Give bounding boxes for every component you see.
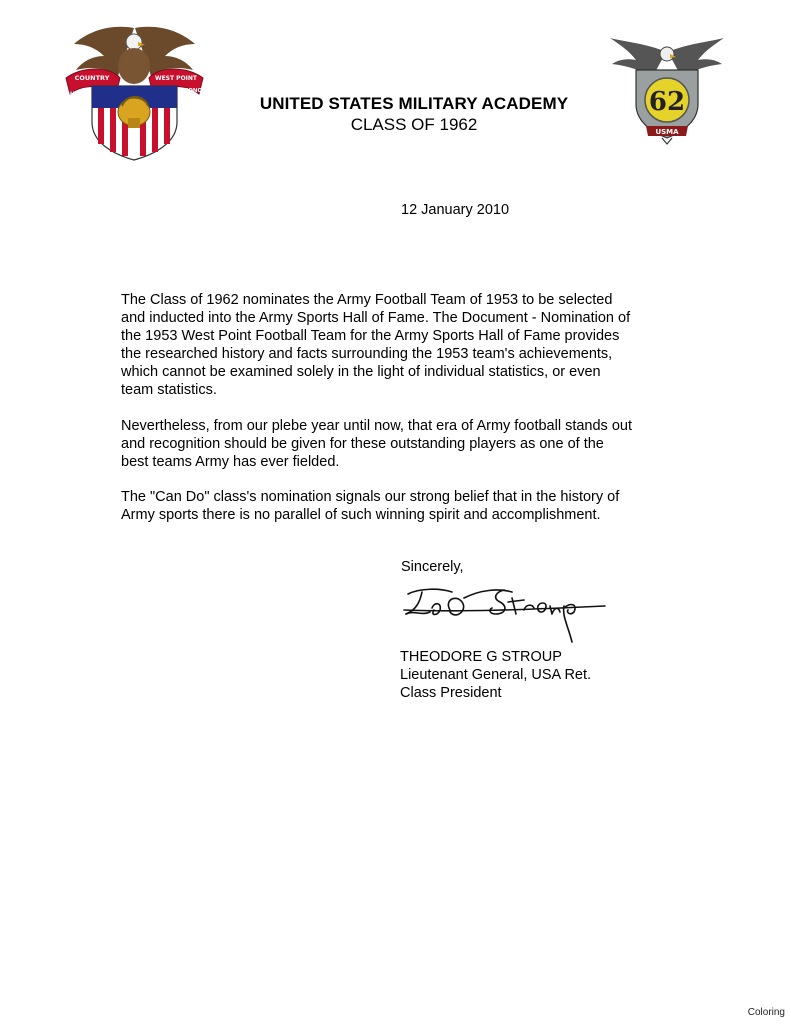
paragraph-line: team statistics. bbox=[121, 382, 217, 398]
signatory-role: Class President bbox=[400, 685, 502, 701]
paragraph-line: Army sports there is no parallel of such winning spirit and accomplishment. bbox=[121, 507, 601, 523]
paragraph-line: which cannot be examined solely in the light of individual statistics, or even bbox=[121, 364, 601, 380]
crest-motto-westpoint: WEST POINT bbox=[154, 75, 198, 82]
crest-motto-country: COUNTRY bbox=[74, 74, 110, 82]
closing-salutation: Sincerely, bbox=[401, 559, 464, 575]
paragraph-line: and inducted into the Army Sports Hall of Fame. The Document - Nomination of bbox=[121, 310, 631, 326]
body-paragraph-3 bbox=[121, 488, 681, 524]
signature-block bbox=[400, 648, 591, 702]
letter-date: 12 January 2010 bbox=[401, 202, 510, 218]
crest-usma-banner: USMA bbox=[655, 128, 679, 136]
paragraph-line: the researched history and facts surrounding the 1953 team's achievements, bbox=[121, 346, 613, 362]
paragraph-line: and recognition should be given for these outstanding players as one of the bbox=[121, 436, 604, 452]
letterhead-title bbox=[200, 93, 628, 135]
signatory-title: Lieutenant General, USA Ret. bbox=[400, 667, 592, 683]
crest-number-62: 62 bbox=[648, 87, 686, 117]
usma-crest-left bbox=[52, 22, 217, 162]
body-paragraph-1 bbox=[121, 291, 681, 399]
crest-motto-honor: HONOR bbox=[183, 88, 207, 94]
org-name: UNITED STATES MILITARY ACADEMY bbox=[259, 94, 569, 113]
handwritten-signature bbox=[400, 580, 610, 648]
watermark-text: Coloring bbox=[747, 1007, 785, 1018]
crest-motto-usma: USMA bbox=[184, 98, 204, 104]
crest-motto-duty: DUTY bbox=[64, 91, 84, 98]
signatory-name: THEODORE G STROUP bbox=[400, 649, 562, 665]
paragraph-line: The "Can Do" class's nomination signals our strong belief that in the history of bbox=[121, 489, 620, 505]
body-paragraph-2 bbox=[121, 417, 681, 471]
paragraph-line: best teams Army has ever fielded. bbox=[121, 454, 340, 470]
paragraph-line: The Class of 1962 nominates the Army Football Team of 1953 to be selected bbox=[121, 292, 613, 308]
paragraph-line: the 1953 West Point Football Team for the Army Sports Hall of Fame provides bbox=[121, 328, 620, 344]
paragraph-line: Nevertheless, from our plebe year until now, that era of Army football stands out bbox=[121, 418, 632, 434]
class-name: CLASS OF 1962 bbox=[350, 115, 478, 134]
